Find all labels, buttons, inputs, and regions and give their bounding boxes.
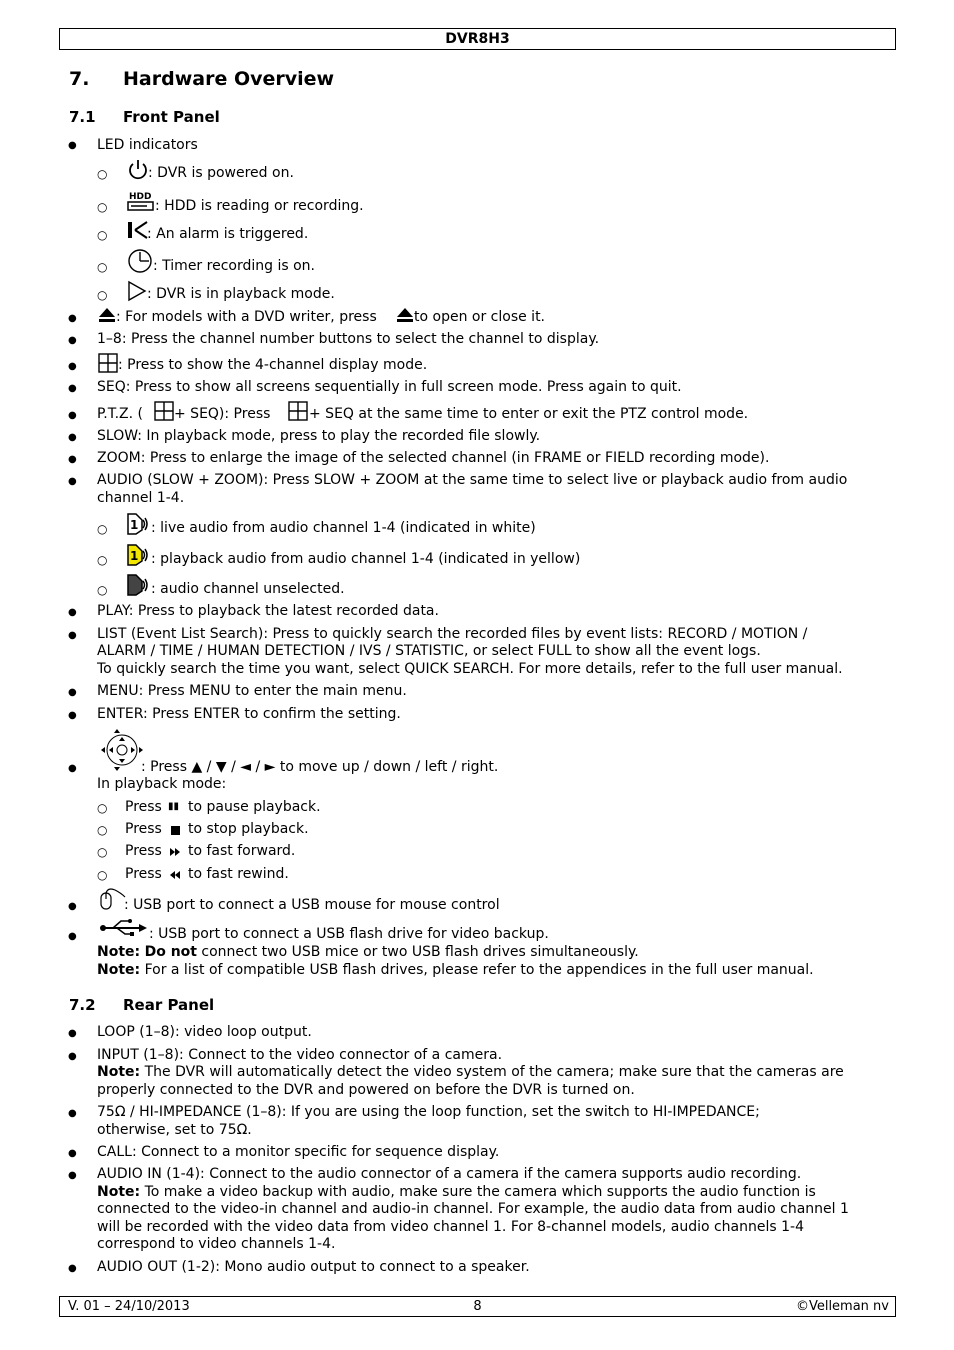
zoom-text: ZOOM: Press to enlarge the image of the selected channel (in FRAME or FIELD recording mode). <box>97 450 770 466</box>
rewind-icon <box>169 870 181 880</box>
quad-icon <box>98 353 118 373</box>
pb-pause-pre: Press <box>125 799 162 815</box>
sub-bullet: ○ <box>97 167 108 181</box>
svg-text:HDD: HDD <box>129 192 152 202</box>
audio-text-1: AUDIO (SLOW + ZOOM): Press SLOW + ZOOM at the same time to select live or playback audio from audio <box>97 472 848 488</box>
bullet: ● <box>68 410 77 421</box>
sub-bullet: ○ <box>97 823 108 837</box>
note-usb-drives: Note: For a list of compatible USB flash drives, please refer to the appendices in the full user manual. <box>97 962 814 978</box>
bullet: ● <box>68 710 77 721</box>
eject-text-a: : For models with a DVD writer, press <box>116 309 377 325</box>
sub-bullet: ○ <box>97 260 108 274</box>
section-number: 7. <box>69 68 90 90</box>
pause-icon: ▮▮ <box>168 801 180 812</box>
sub-bullet: ○ <box>97 801 108 815</box>
subsection-title-rear: Rear Panel <box>123 996 215 1014</box>
led-playback-text: : DVR is in playback mode. <box>147 286 335 302</box>
sub-bullet: ○ <box>97 868 108 882</box>
pb-stop-pre: Press <box>125 821 162 837</box>
led-hdd-text: : HDD is reading or recording. <box>155 198 364 214</box>
input-note-1: Note: The DVR will automatically detect the video system of the camera; make sure that the cameras are <box>97 1064 844 1080</box>
page-header <box>59 28 896 50</box>
audio-text-2: channel 1-4. <box>97 490 185 506</box>
mouse-text: : USB port to connect a USB mouse for mouse control <box>124 897 500 913</box>
play-text: PLAY: Press to playback the latest recorded data. <box>97 603 439 619</box>
subsection-title-front: Front Panel <box>123 108 220 126</box>
impedance-text-2: otherwise, set to 75Ω. <box>97 1122 252 1138</box>
bullet: ● <box>68 313 77 324</box>
led-alarm-text: : An alarm is triggered. <box>147 226 309 242</box>
list-text-2: ALARM / TIME / HUMAN DETECTION / IVS / STATISTIC, or select FULL to show all the event logs. <box>97 643 761 659</box>
audio-in-text-3: connected to the video-in channel and audio-in channel. For example, the audio data from audio channel 1 <box>97 1201 849 1217</box>
bullet: ● <box>68 361 77 372</box>
audio-in-text-5: correspond to video channels 1-4. <box>97 1236 336 1252</box>
audio-playback-text: : playback audio from audio channel 1-4 (indicated in yellow) <box>151 551 581 567</box>
page-number: 8 <box>473 1299 482 1314</box>
list-text-1: LIST (Event List Search): Press to quickly search the recorded files by event lists: RECORD / MOTION / <box>97 626 808 642</box>
input-note-2: properly connected to the DVR and powered on before the DVR is turned on. <box>97 1082 635 1098</box>
menu-text: MENU: Press MENU to enter the main menu. <box>97 683 407 699</box>
audio-live-text: : live audio from audio channel 1-4 (indicated in white) <box>151 520 536 536</box>
mouse-icon <box>99 887 127 911</box>
bullet: ● <box>68 630 77 641</box>
audio-unselected-text: : audio channel unselected. <box>151 581 345 597</box>
input-text: INPUT (1–8): Connect to the video connector of a camera. <box>97 1047 503 1063</box>
bullet: ● <box>68 432 77 443</box>
sub-bullet: ○ <box>97 228 108 242</box>
bullet: ● <box>68 476 77 487</box>
sub-bullet: ○ <box>97 288 108 302</box>
power-icon <box>127 158 149 180</box>
channels-text: 1–8: Press the channel number buttons to select the channel to display. <box>97 331 600 347</box>
bullet: ● <box>68 454 77 465</box>
bullet: ● <box>68 383 77 394</box>
pb-rew-pre: Press <box>125 866 162 882</box>
slow-text: SLOW: In playback mode, press to play the recorded file slowly. <box>97 428 541 444</box>
sub-bullet: ○ <box>97 553 108 567</box>
dpad-text: : Press ▲ / ▼ / ◄ / ► to move up / down / left / right. <box>141 759 499 775</box>
audio-playback-icon <box>126 543 152 567</box>
call-text: CALL: Connect to a monitor specific for sequence display. <box>97 1144 500 1160</box>
play-icon <box>127 280 147 302</box>
svg-text:1: 1 <box>130 518 139 532</box>
subsection-number-rear: 7.2 <box>69 996 96 1014</box>
bullet: ● <box>68 140 77 151</box>
bullet: ● <box>68 1148 77 1159</box>
ptz-text-a: P.T.Z. ( <box>97 406 144 422</box>
bullet: ● <box>68 1263 77 1274</box>
page-footer <box>59 1296 896 1317</box>
ptz-text-b: + SEQ): Press <box>174 406 271 422</box>
fast-forward-icon <box>169 847 181 857</box>
sub-bullet: ○ <box>97 845 108 859</box>
usb-icon <box>99 918 149 938</box>
alarm-icon <box>127 219 149 241</box>
led-indicators-title: LED indicators <box>97 137 198 153</box>
bullet: ● <box>68 1028 77 1039</box>
copyright: ©Velleman nv <box>795 1299 889 1314</box>
bullet: ● <box>68 1108 77 1119</box>
quad-icon <box>288 401 308 421</box>
led-power-text: : DVR is powered on. <box>148 165 294 181</box>
subsection-number-front: 7.1 <box>69 108 96 126</box>
section-title: Hardware Overview <box>123 68 335 90</box>
pb-ff-post: to fast forward. <box>188 843 296 859</box>
eject-text-b: to open or close it. <box>414 309 546 325</box>
sub-bullet: ○ <box>97 200 108 214</box>
note-usb-mice: Note: Do not connect two USB mice or two USB flash drives simultaneously. <box>97 944 639 960</box>
model-name: DVR8H3 <box>445 31 510 47</box>
svg-text:1: 1 <box>130 549 139 563</box>
pb-ff-pre: Press <box>125 843 162 859</box>
bullet: ● <box>68 607 77 618</box>
loop-text: LOOP (1–8): video loop output. <box>97 1024 312 1040</box>
sub-bullet: ○ <box>97 583 108 597</box>
audio-out-text: AUDIO OUT (1-2): Mono audio output to connect to a speaker. <box>97 1259 530 1275</box>
bullet: ● <box>68 931 77 942</box>
hdd-icon <box>127 190 155 212</box>
ptz-text-c: + SEQ at the same time to enter or exit the PTZ control mode. <box>309 406 749 422</box>
dpad-icon <box>99 727 145 773</box>
quad-text: : Press to show the 4-channel display mode. <box>118 357 428 373</box>
usb-text: : USB port to connect a USB flash drive for video backup. <box>149 926 549 942</box>
enter-text: ENTER: Press ENTER to confirm the setting. <box>97 706 401 722</box>
bullet: ● <box>68 335 77 346</box>
eject-icon <box>396 307 414 323</box>
bullet: ● <box>68 1051 77 1062</box>
audio-unselected-icon <box>126 573 152 597</box>
list-text-3: To quickly search the time you want, select QUICK SEARCH. For more details, refer to the full user manual. <box>97 661 843 677</box>
quad-icon <box>154 401 174 421</box>
audio-in-note: Note: To make a video backup with audio, make sure the camera which supports the audio function is <box>97 1184 816 1200</box>
audio-live-icon <box>126 512 152 536</box>
eject-icon <box>98 307 116 323</box>
impedance-text-1: 75Ω / HI-IMPEDANCE (1–8): If you are using the loop function, set the switch to HI-IMPEDANCE; <box>97 1104 760 1120</box>
bullet: ● <box>68 1170 77 1181</box>
sub-bullet: ○ <box>97 522 108 536</box>
audio-in-text-1: AUDIO IN (1-4): Connect to the audio connector of a camera if the camera supports audio recording. <box>97 1166 802 1182</box>
stop-icon <box>171 826 180 835</box>
version-date: V. 01 – 24/10/2013 <box>68 1299 190 1314</box>
clock-icon <box>127 248 153 274</box>
bullet: ● <box>68 901 77 912</box>
seq-text: SEQ: Press to show all screens sequentially in full screen mode. Press again to quit. <box>97 379 682 395</box>
led-timer-text: : Timer recording is on. <box>153 258 315 274</box>
audio-in-text-4: will be recorded with the video data from video channel 1. For 8-channel models, audio channels 1-4 <box>97 1219 804 1235</box>
pb-stop-post: to stop playback. <box>188 821 309 837</box>
bullet: ● <box>68 763 77 774</box>
playback-mode-label: In playback mode: <box>97 776 227 792</box>
bullet: ● <box>68 687 77 698</box>
pb-rew-post: to fast rewind. <box>188 866 289 882</box>
pb-pause-post: to pause playback. <box>188 799 321 815</box>
